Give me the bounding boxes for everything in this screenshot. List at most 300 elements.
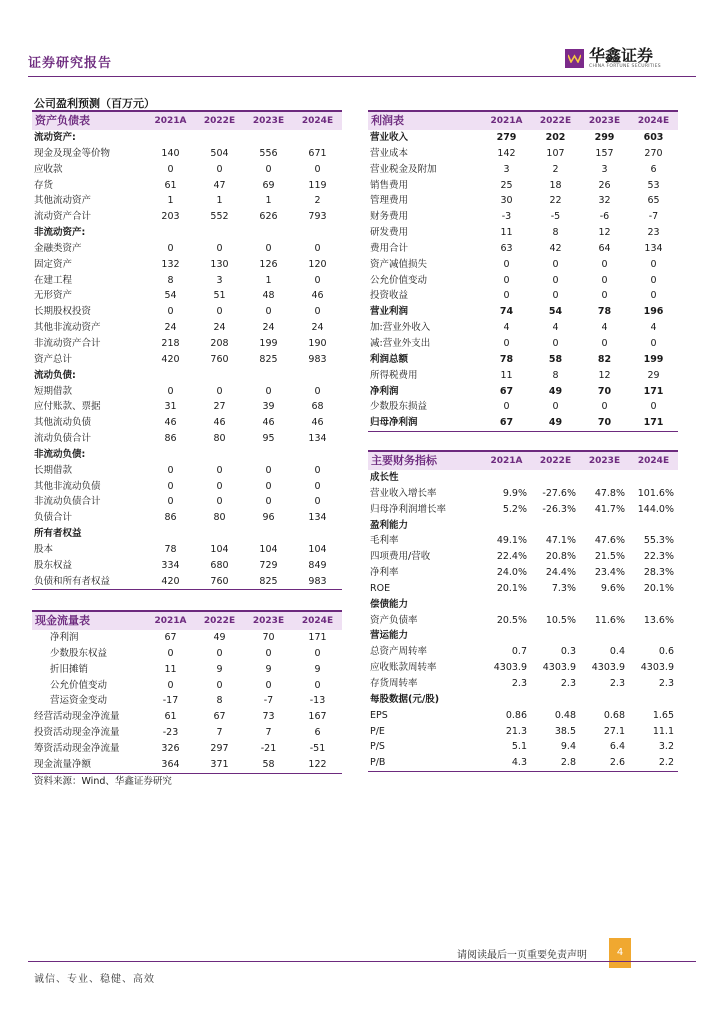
cell-value: 82 bbox=[597, 353, 612, 365]
cell-value: 18 bbox=[549, 179, 562, 191]
cell-value: 0.4 bbox=[609, 646, 625, 658]
cell-value: 4303.9 bbox=[493, 662, 527, 674]
cell-value: 47 bbox=[213, 179, 226, 191]
row-label: 其他非流动资产 bbox=[34, 322, 101, 334]
row-label: 净利润 bbox=[50, 632, 79, 643]
table-row bbox=[32, 447, 342, 463]
cell-value: 134 bbox=[644, 242, 663, 254]
cell-value: 171 bbox=[308, 632, 327, 643]
cell-value: 31 bbox=[164, 401, 177, 413]
cell-value: 0.48 bbox=[554, 709, 576, 721]
cell-value: 4 bbox=[552, 322, 559, 334]
cell-value bbox=[629, 470, 678, 486]
cell-value: -7 bbox=[648, 211, 659, 223]
cell-value: 218 bbox=[161, 337, 180, 349]
cell-value: 203 bbox=[161, 211, 180, 223]
cell-value: -7 bbox=[263, 695, 274, 707]
cell-value bbox=[195, 130, 244, 146]
cell-value: 2.6 bbox=[580, 755, 629, 771]
table-row bbox=[368, 724, 678, 740]
table-row bbox=[32, 320, 342, 336]
row-label: 投资活动现金净流量 bbox=[34, 727, 120, 739]
table-row bbox=[368, 415, 678, 431]
row-label: 利润总额 bbox=[370, 353, 409, 365]
cell-value: 0 bbox=[601, 290, 608, 302]
cell-value: 0 bbox=[552, 274, 559, 286]
cell-value: 24 bbox=[164, 322, 177, 334]
cell-value: 2 bbox=[314, 195, 321, 207]
row-label: 其他流动资产 bbox=[34, 195, 92, 207]
table-row bbox=[32, 178, 342, 194]
cell-value bbox=[580, 518, 629, 534]
row-label: 营业收入 bbox=[370, 132, 409, 143]
table-row bbox=[368, 613, 678, 629]
cell-value: 13.6% bbox=[643, 614, 674, 626]
cell-value: 22 bbox=[549, 195, 562, 207]
cell-value bbox=[146, 368, 195, 384]
table-row bbox=[368, 399, 678, 415]
row-label: 经营活动现金净流量 bbox=[34, 711, 120, 723]
cell-value: 27 bbox=[213, 401, 226, 413]
cell-value: 4 bbox=[503, 322, 510, 334]
cell-value: 0.6 bbox=[658, 646, 674, 658]
cell-value bbox=[580, 692, 629, 708]
cell-value: 24 bbox=[213, 322, 226, 334]
cell-value: 0 bbox=[601, 401, 608, 413]
cell-value: 69 bbox=[262, 179, 275, 191]
table-row bbox=[368, 518, 678, 534]
cell-value: 0.86 bbox=[505, 709, 527, 721]
header-divider bbox=[28, 76, 696, 77]
table-row bbox=[32, 146, 342, 162]
cell-value: 140 bbox=[161, 147, 180, 159]
page-number: 4 bbox=[609, 938, 631, 968]
cell-value: 0 bbox=[216, 496, 223, 508]
cell-value: 364 bbox=[146, 757, 195, 773]
row-label: 非流动资产: bbox=[34, 227, 86, 239]
cell-value: 46 bbox=[311, 290, 324, 302]
cell-value: 504 bbox=[210, 147, 229, 159]
cell-value: 47.8% bbox=[594, 487, 625, 499]
table-row bbox=[32, 130, 342, 146]
row-label: 流动资产: bbox=[34, 132, 76, 143]
cell-value: 61 bbox=[164, 179, 177, 191]
cell-value bbox=[293, 447, 342, 463]
cell-value: 46 bbox=[164, 417, 177, 429]
cell-value: 3.2 bbox=[658, 741, 674, 753]
cell-value: 0 bbox=[216, 464, 223, 476]
cell-value: 0 bbox=[216, 647, 223, 659]
row-label: 流动负债合计 bbox=[34, 433, 92, 445]
year-header: 2022E bbox=[531, 451, 580, 470]
cell-value: 68 bbox=[311, 401, 324, 413]
cell-value: 8 bbox=[552, 369, 559, 381]
row-label: 少数股东损益 bbox=[370, 401, 428, 413]
cell-value: 196 bbox=[643, 306, 664, 318]
row-label: 每股数据(元/股) bbox=[370, 693, 440, 705]
cell-value bbox=[195, 526, 244, 542]
table-row bbox=[368, 320, 678, 336]
row-label: 资产减值损失 bbox=[370, 258, 428, 270]
year-header: 2023E bbox=[244, 611, 293, 630]
cell-value: 126 bbox=[259, 258, 278, 270]
cell-value: 0 bbox=[552, 401, 559, 413]
cell-value bbox=[482, 628, 531, 644]
row-label: 现金流量净额 bbox=[32, 757, 146, 773]
cell-value: 130 bbox=[210, 258, 229, 270]
cell-value: 67 bbox=[213, 711, 226, 723]
cell-value: 39 bbox=[262, 401, 275, 413]
table-row bbox=[32, 630, 342, 646]
table-row bbox=[368, 708, 678, 724]
cell-value: 55.3% bbox=[643, 535, 674, 547]
table-row bbox=[368, 533, 678, 549]
cell-value bbox=[629, 518, 678, 534]
row-label: 销售费用 bbox=[370, 179, 409, 191]
cell-value bbox=[482, 518, 531, 534]
table-row bbox=[368, 336, 678, 352]
cell-value: 24 bbox=[262, 322, 275, 334]
cell-value: 0 bbox=[216, 679, 223, 691]
cell-value: 0 bbox=[167, 385, 174, 397]
row-label: 在建工程 bbox=[34, 274, 73, 286]
cell-value: 49 bbox=[531, 415, 580, 431]
cell-value: 297 bbox=[210, 742, 229, 754]
row-label: 减:营业外支出 bbox=[370, 337, 431, 349]
table-row bbox=[368, 193, 678, 209]
cell-value: 0 bbox=[314, 163, 321, 175]
cell-value: 825 bbox=[244, 574, 293, 590]
disclaimer-note: 请阅读最后一页重要免责声明 bbox=[457, 950, 587, 961]
table-row bbox=[368, 384, 678, 400]
cell-value: 0 bbox=[167, 496, 174, 508]
cell-value: 5.1 bbox=[511, 741, 527, 753]
table-row bbox=[368, 304, 678, 320]
table-row bbox=[368, 288, 678, 304]
cell-value bbox=[482, 597, 531, 613]
cell-value: 2.3 bbox=[658, 677, 674, 689]
cell-value bbox=[244, 130, 293, 146]
cell-value bbox=[293, 225, 342, 241]
cell-value: 4.3 bbox=[482, 755, 531, 771]
cell-value: 199 bbox=[259, 337, 278, 349]
row-label: 应收款 bbox=[34, 163, 63, 175]
cell-value: 120 bbox=[308, 258, 327, 270]
table-row bbox=[368, 644, 678, 660]
year-header: 2021A bbox=[482, 111, 531, 130]
cell-value bbox=[482, 470, 531, 486]
row-label: 折旧摊销 bbox=[50, 663, 89, 675]
cell-value: 4303.9 bbox=[640, 662, 674, 674]
cell-value: 70 bbox=[580, 415, 629, 431]
cell-value bbox=[146, 225, 195, 241]
cell-value: 24.4% bbox=[545, 567, 576, 579]
cell-value: 12 bbox=[598, 227, 611, 239]
cell-value bbox=[195, 368, 244, 384]
cell-value: 20.8% bbox=[545, 551, 576, 563]
table-row bbox=[32, 368, 342, 384]
cell-value: 80 bbox=[213, 512, 226, 524]
cell-value: 11 bbox=[500, 369, 513, 381]
cell-value: 2.3 bbox=[609, 677, 625, 689]
year-header: 2021A bbox=[146, 111, 195, 130]
cell-value bbox=[244, 526, 293, 542]
cell-value: 144.0% bbox=[637, 503, 674, 515]
row-label: 成长性 bbox=[370, 472, 399, 483]
row-label: 总资产周转率 bbox=[370, 646, 428, 658]
cell-value: 74 bbox=[499, 306, 514, 318]
footer-slogan: 诚信、专业、稳健、高效 bbox=[34, 974, 155, 985]
cell-value bbox=[146, 130, 195, 146]
table-row bbox=[32, 725, 342, 741]
cell-value: 107 bbox=[546, 147, 565, 159]
logo-icon bbox=[565, 49, 584, 68]
cell-value: 279 bbox=[496, 132, 517, 143]
table-row bbox=[368, 676, 678, 692]
year-header: 2023E bbox=[580, 111, 629, 130]
cell-value: 24.0% bbox=[496, 567, 527, 579]
cell-value: 0 bbox=[314, 274, 321, 286]
cell-value: 371 bbox=[195, 757, 244, 773]
cell-value: 132 bbox=[161, 258, 180, 270]
cell-value: 760 bbox=[210, 353, 229, 365]
cell-value: 793 bbox=[308, 211, 327, 223]
cell-value: 671 bbox=[308, 147, 327, 159]
financial-ratios-table bbox=[368, 450, 678, 772]
cell-value: 5.2% bbox=[502, 503, 527, 515]
cell-value bbox=[293, 526, 342, 542]
cell-value: 70 bbox=[597, 385, 612, 397]
cell-value: 0.7 bbox=[511, 646, 527, 658]
row-label: 毛利率 bbox=[370, 535, 399, 547]
cell-value bbox=[146, 526, 195, 542]
cell-value: -27.6% bbox=[542, 487, 576, 499]
cell-value bbox=[146, 447, 195, 463]
cell-value: 86 bbox=[164, 433, 177, 445]
logo-name-cn: 华鑫证券 bbox=[589, 46, 654, 65]
table-row bbox=[32, 209, 342, 225]
cell-value: 0 bbox=[265, 464, 272, 476]
cell-value: 122 bbox=[293, 757, 342, 773]
row-label: 偿债能力 bbox=[370, 598, 409, 610]
cell-value: 0 bbox=[601, 258, 608, 270]
cell-value: 0 bbox=[265, 480, 272, 492]
row-label: 投资收益 bbox=[370, 290, 409, 302]
section-title: 公司盈利预测（百万元） bbox=[34, 97, 155, 110]
table-row bbox=[32, 558, 342, 574]
cell-value: 46 bbox=[311, 417, 324, 429]
cell-value: 0 bbox=[167, 306, 174, 318]
cell-value: 0 bbox=[503, 337, 510, 349]
row-label: 归母净利润 bbox=[368, 415, 482, 431]
row-label: 其他流动负债 bbox=[34, 417, 92, 429]
cell-value: 0 bbox=[601, 274, 608, 286]
cell-value: 54 bbox=[164, 290, 177, 302]
table-row bbox=[32, 741, 342, 757]
table-row bbox=[32, 431, 342, 447]
cell-value: 208 bbox=[210, 337, 229, 349]
cell-value: 65 bbox=[647, 195, 660, 207]
cell-value: 134 bbox=[308, 512, 327, 524]
cell-value bbox=[244, 225, 293, 241]
cell-value: 0 bbox=[503, 290, 510, 302]
table-row bbox=[32, 415, 342, 431]
table-row bbox=[368, 739, 678, 755]
cell-value: 38.5 bbox=[554, 725, 576, 737]
year-header: 2022E bbox=[195, 111, 244, 130]
cell-value: 0 bbox=[167, 679, 174, 691]
cell-value: 0 bbox=[265, 242, 272, 254]
table-row bbox=[32, 193, 342, 209]
table-row bbox=[368, 660, 678, 676]
cell-value bbox=[531, 518, 580, 534]
cell-value: 626 bbox=[259, 211, 278, 223]
table-row bbox=[368, 628, 678, 644]
cell-value: 171 bbox=[643, 385, 664, 397]
row-label: 研发费用 bbox=[370, 227, 409, 239]
cell-value: 6.4 bbox=[609, 741, 625, 753]
table-row bbox=[368, 470, 678, 486]
cell-value: 0 bbox=[216, 242, 223, 254]
cell-value: 41.7% bbox=[594, 503, 625, 515]
cell-value: 2.8 bbox=[531, 755, 580, 771]
cell-value: 9 bbox=[265, 663, 272, 675]
table-title: 主要财务指标 bbox=[368, 451, 482, 470]
cell-value: 11 bbox=[164, 663, 177, 675]
cell-value: 11.6% bbox=[594, 614, 625, 626]
cell-value: -6 bbox=[599, 211, 610, 223]
row-label: 盈利能力 bbox=[370, 519, 409, 531]
cell-value: 67 bbox=[499, 385, 514, 397]
row-label: 少数股东权益 bbox=[50, 647, 108, 659]
cell-value: -5 bbox=[550, 211, 561, 223]
row-label: ROE bbox=[370, 582, 391, 594]
cell-value: 1 bbox=[265, 274, 272, 286]
cell-value: 20.5% bbox=[496, 614, 527, 626]
cell-value: 0 bbox=[314, 496, 321, 508]
table-row bbox=[368, 597, 678, 613]
table-row bbox=[32, 709, 342, 725]
table-row bbox=[32, 273, 342, 289]
row-label: 负债合计 bbox=[34, 512, 73, 524]
row-label: 存货 bbox=[34, 179, 54, 191]
cell-value: 0 bbox=[552, 258, 559, 270]
cell-value: 1.65 bbox=[652, 709, 674, 721]
cell-value: 53 bbox=[647, 179, 660, 191]
cell-value: 9.4 bbox=[560, 741, 576, 753]
cell-value: 22.3% bbox=[643, 551, 674, 563]
row-label: P/B bbox=[368, 755, 482, 771]
table-row bbox=[32, 479, 342, 495]
cell-value bbox=[531, 692, 580, 708]
cell-value: 0 bbox=[265, 385, 272, 397]
table-row bbox=[368, 368, 678, 384]
table-title: 利润表 bbox=[368, 111, 482, 130]
cell-value: 0 bbox=[552, 337, 559, 349]
cell-value bbox=[195, 225, 244, 241]
table-row bbox=[368, 162, 678, 178]
cell-value bbox=[531, 628, 580, 644]
cell-value: 0 bbox=[503, 401, 510, 413]
company-logo bbox=[565, 47, 661, 69]
cell-value: 24 bbox=[311, 322, 324, 334]
row-label: 四项费用/营收 bbox=[370, 551, 431, 563]
cell-value: 48 bbox=[262, 290, 275, 302]
table-row bbox=[368, 225, 678, 241]
cell-value: 0 bbox=[167, 242, 174, 254]
cell-value: 0.68 bbox=[603, 709, 625, 721]
cell-value: 29 bbox=[647, 369, 660, 381]
cell-value bbox=[580, 470, 629, 486]
row-label: 筹资活动现金净流量 bbox=[34, 742, 120, 754]
cell-value: 680 bbox=[210, 559, 229, 571]
row-label: 负债和所有者权益 bbox=[32, 574, 146, 590]
cell-value: 47.1% bbox=[545, 535, 576, 547]
cell-value: 299 bbox=[594, 132, 615, 143]
cell-value bbox=[293, 368, 342, 384]
cell-value: 0 bbox=[216, 306, 223, 318]
cell-value: 104 bbox=[210, 543, 229, 555]
row-label: 营业税金及附加 bbox=[370, 163, 437, 175]
cell-value: 134 bbox=[308, 433, 327, 445]
cell-value: 0 bbox=[314, 385, 321, 397]
cell-value bbox=[629, 597, 678, 613]
cell-value: -26.3% bbox=[542, 503, 576, 515]
cell-value: 49 bbox=[213, 632, 226, 643]
cell-value: 67 bbox=[164, 632, 177, 643]
balance-sheet-table bbox=[32, 110, 342, 590]
cell-value: -13 bbox=[309, 695, 326, 707]
table-row bbox=[32, 574, 342, 590]
table-row bbox=[368, 486, 678, 502]
cell-value: 67 bbox=[482, 415, 531, 431]
table-row bbox=[368, 146, 678, 162]
cell-value: 3 bbox=[216, 274, 223, 286]
table-row bbox=[32, 542, 342, 558]
cell-value: 22.4% bbox=[496, 551, 527, 563]
cell-value: 167 bbox=[308, 711, 327, 723]
cell-value bbox=[629, 628, 678, 644]
cell-value: 2 bbox=[552, 163, 559, 175]
cell-value: 2.2 bbox=[629, 755, 678, 771]
cell-value: 603 bbox=[643, 132, 664, 143]
row-label: 公允价值变动 bbox=[50, 679, 108, 691]
cell-value: 104 bbox=[259, 543, 278, 555]
cell-value: 9 bbox=[216, 663, 223, 675]
row-label: 所得税费用 bbox=[370, 369, 418, 381]
cell-value: 46 bbox=[213, 417, 226, 429]
cell-value: 0 bbox=[216, 385, 223, 397]
cell-value: 47.6% bbox=[594, 535, 625, 547]
cell-value: 0 bbox=[265, 306, 272, 318]
row-label: 长期借款 bbox=[34, 464, 73, 476]
cell-value: 104 bbox=[308, 543, 327, 555]
cell-value: 2.3 bbox=[511, 677, 527, 689]
cell-value: 8 bbox=[167, 274, 174, 286]
year-header: 2021A bbox=[482, 451, 531, 470]
table-row bbox=[368, 502, 678, 518]
cell-value: 1 bbox=[265, 195, 272, 207]
cell-value bbox=[195, 447, 244, 463]
table-row bbox=[32, 241, 342, 257]
cell-value: -3 bbox=[501, 211, 512, 223]
cell-value: 0 bbox=[314, 679, 321, 691]
cell-value: 0 bbox=[650, 290, 657, 302]
cell-value: 556 bbox=[259, 147, 278, 159]
table-row bbox=[368, 581, 678, 597]
cell-value: 54 bbox=[548, 306, 563, 318]
cell-value: 11.1 bbox=[652, 725, 674, 737]
